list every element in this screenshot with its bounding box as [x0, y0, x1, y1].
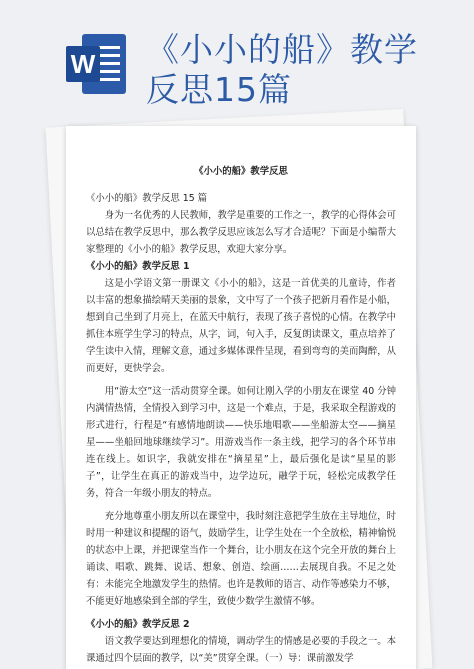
intro-paragraph: 身为一名优秀的人民教师，教学是重要的工作之一，教学的心得体会可以总结在教学反思中，那么教学反思应该怎么写才合适呢？下面是小编帮大家整理的《小小的船》教学反思，欢迎大家分享。	[86, 210, 396, 255]
intro-line: 《小小的船》教学反思 15 篇	[86, 193, 208, 204]
banner-title-line2: 反思15篇	[146, 70, 292, 109]
section1-paragraph2: 用“游太空”这一活动贯穿全课。如何让刚入学的小朋友在课堂 40 分钟内满情热情，全情投入到学习中，这是一个难点，于是，我采取全程游戏的形式进行，行程是“有感情地朗读——快乐地唱歌——坐船游太空——摘星星——坐船回地球继续学习”。用游戏当作一条主线，把学习的各个环节串连在线上。如识字，我就安排在“摘星星”上，最后强化是读“星星的影子”，让学生在真正的游戏当中，边学边玩，融学于玩，轻松完成教学任务，符合一年级小朋友的特点。	[86, 386, 396, 499]
section1-paragraph1: 这是小学语文第一册课文《小小的船》，这是一首优美的儿童诗，作者以丰富的想象描绘晴天美丽的景象，文中写了一个孩子把新月看作是小船，想到自己坐到了月亮上，在蓝天中航行，表现了孩子喜悦的心情。在教学中抓住本班学生学习的特点，从字，词，句入手，反复朗读课文，重点培养了学生读中入情，理解文意，通过多媒体课件呈现，看到弯弯的美而陶醉，从而更好，更快学会。	[86, 278, 396, 374]
section1-title: 《小小的船》教学反思 1	[86, 261, 190, 272]
section1-paragraph3: 充分地尊重小朋友所以在课堂中，我时刻注意把学生放在主导地位，时时用一种建议和提醒的语气，鼓励学生，让学生处在一个全放松，精神愉悦的状态中上课，并把课堂当作一个舞台，让小朋友在这个完全开放的舞台上诵读、唱歌、跳舞、说话、想象、创造、绘画……去展现自我。不足之处有：未能完全地激发学生的热情。也许是教师的语言、动作等感染力不够，不能更好地感染到全部的学生，致使少数学生激情不够。	[86, 511, 396, 607]
document-heading: 《小小的船》教学反思	[194, 166, 288, 177]
word-letter-badge: W	[66, 46, 100, 82]
word-document-icon	[66, 34, 128, 96]
section2-title: 《小小的船》教学反思 2	[86, 619, 190, 630]
document-content	[86, 163, 396, 667]
section2-paragraph1: 语文教学要达到理想化的情境，调动学生的情感是必要的手段之一。本课通过四个层面的教学，以“美”贯穿全课。（一）导：课前激发学	[86, 636, 396, 664]
document-page	[66, 126, 416, 669]
header-banner	[0, 0, 474, 110]
banner-title-line1: 《小小的船》教学	[146, 30, 418, 69]
banner-title	[146, 30, 466, 110]
